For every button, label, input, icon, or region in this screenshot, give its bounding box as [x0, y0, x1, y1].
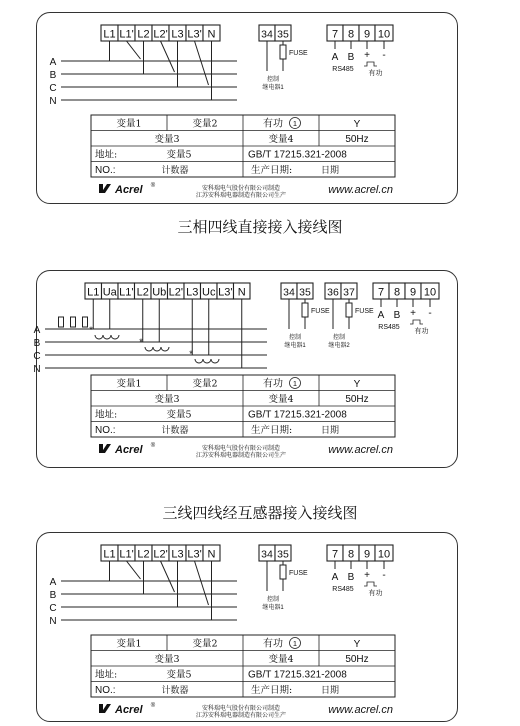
voltage-fuse	[71, 317, 76, 327]
terminal-label: L1'	[119, 286, 134, 299]
pulse-label: 有功	[368, 70, 383, 77]
plate-var2: 变量2	[192, 378, 218, 390]
phase-label: B	[49, 70, 57, 81]
terminal-label: L3	[186, 286, 199, 299]
ct-coil	[161, 347, 169, 351]
signal-terminal-label: 7	[331, 28, 339, 41]
plate-date-value: 日期	[321, 426, 340, 436]
signal-terminal-label: 8	[393, 286, 401, 299]
plate-counter: 计数器	[161, 166, 189, 176]
phase-label: N	[33, 364, 41, 375]
ct-coil	[145, 347, 153, 351]
plate-var5: 变量5	[166, 669, 192, 681]
phase-label: A	[33, 325, 41, 336]
terminal-label: L1'	[119, 548, 134, 561]
fuse-symbol	[280, 45, 286, 59]
plate-var4: 变量4	[268, 394, 294, 405]
terminal-wire	[127, 41, 141, 59]
ct-coil	[95, 335, 103, 339]
terminal-label: N	[207, 28, 216, 41]
website-link: www.acrel.cn	[328, 184, 393, 196]
polarity-mark: *	[89, 325, 93, 335]
terminal-label: Ub	[152, 286, 167, 299]
signal-terminal-label: 9	[363, 548, 371, 561]
pulse-label: 有功	[414, 328, 429, 335]
plate-active-label: 有功	[263, 118, 283, 130]
plate-var3: 变量3	[154, 134, 180, 145]
terminal-label: L1'	[119, 28, 134, 41]
terminal-label: L2'	[153, 548, 168, 561]
terminal-label: L2'	[168, 286, 183, 299]
polarity-mark: *	[139, 337, 143, 347]
plate-standard: GB/T 17215.321-2008	[248, 669, 347, 681]
plate-date-value: 日期	[321, 686, 340, 696]
wiring-panel-direct-repeat	[36, 532, 458, 722]
plate-active-label: 有功	[263, 638, 283, 650]
acrel-logo-icon	[99, 704, 111, 713]
pulse-label: 有功	[368, 590, 383, 597]
fuse-symbol	[346, 303, 352, 317]
acrel-logo-icon	[99, 184, 111, 193]
relay-terminal-label: 35	[299, 286, 311, 299]
plate-wye-symbol: Y	[353, 379, 361, 390]
wiring-diagram-direct	[37, 13, 457, 203]
pulse-sign: -	[382, 50, 386, 61]
rs485-label: RS485	[332, 66, 354, 73]
signal-terminal-label: 10	[377, 28, 391, 41]
relay-terminal-label: 37	[343, 286, 355, 299]
ct-coil	[203, 359, 211, 363]
rs485-pin: B	[347, 572, 355, 583]
rs485-pin: B	[393, 310, 401, 321]
rs485-pin: B	[347, 52, 355, 63]
terminal-label: N	[237, 286, 246, 299]
relay-terminal-label: 34	[283, 286, 295, 299]
plate-var5: 变量5	[166, 409, 192, 421]
relay-label: 控制	[332, 335, 346, 341]
fuse-label: FUSE	[289, 570, 308, 577]
plate-var2: 变量2	[192, 638, 218, 650]
pulse-symbol	[410, 320, 423, 324]
plate-wye-symbol: Y	[353, 119, 361, 130]
company-line1: 安科瑞电气股份有限公司制造	[201, 185, 281, 192]
terminal-label: Uc	[202, 286, 216, 299]
terminal-label: L2	[137, 28, 150, 41]
plate-var4: 变量4	[268, 134, 294, 145]
plate-no-label: NO.:	[95, 425, 116, 436]
registered-mark: ®	[150, 183, 156, 189]
terminal-wire	[127, 561, 141, 579]
website-link: www.acrel.cn	[328, 444, 393, 456]
caption-transformer: 三线四线经互感器接入接线图	[162, 504, 358, 522]
phase-label: B	[33, 338, 41, 349]
plate-date-label: 生产日期:	[251, 425, 293, 436]
ct-coil	[111, 335, 119, 339]
signal-terminal-label: 8	[347, 548, 355, 561]
signal-terminal-label: 8	[347, 28, 355, 41]
brand-name: Acrel	[115, 444, 143, 456]
terminal-label: L2	[136, 286, 149, 299]
phase-label: A	[49, 57, 57, 68]
terminal-label: L1	[103, 28, 116, 41]
company-line1: 安科瑞电气股份有限公司制造	[201, 705, 281, 712]
website-link: www.acrel.cn	[328, 704, 393, 716]
terminal-label: N	[207, 548, 216, 561]
rs485-pin: A	[331, 52, 339, 63]
wiring-panel-transformer	[33, 270, 458, 468]
ct-coil	[211, 359, 219, 363]
signal-terminal-label: 7	[377, 286, 385, 299]
terminal-wire	[195, 561, 209, 605]
phase-label: N	[49, 616, 57, 627]
terminal-wire	[161, 41, 175, 72]
plate-no-label: NO.:	[95, 685, 116, 696]
relay-label: 控制	[266, 77, 280, 83]
registered-mark: ®	[150, 703, 156, 709]
company-line1: 安科瑞电气股份有限公司制造	[201, 445, 281, 452]
brand-name: Acrel	[115, 184, 143, 196]
acrel-logo-icon	[99, 444, 111, 453]
relay-label: 继电器1	[262, 85, 284, 91]
signal-terminal-label: 7	[331, 548, 339, 561]
terminal-label: L1	[103, 548, 116, 561]
plate-address-label: 地址:	[95, 409, 118, 421]
ct-coil	[103, 335, 111, 339]
plate-var1: 变量1	[116, 118, 142, 130]
plate-wye-symbol: Y	[353, 639, 361, 650]
terminal-label: L2	[137, 548, 150, 561]
terminal-label: Ua	[102, 286, 117, 299]
relay-terminal-label: 36	[327, 286, 339, 299]
rs485-label: RS485	[378, 324, 400, 331]
pulse-sign: -	[382, 570, 386, 581]
terminal-label: L3	[171, 548, 184, 561]
terminal-wire	[161, 561, 175, 592]
plate-active-number: 1	[292, 639, 298, 648]
plate-date-value: 日期	[321, 166, 340, 176]
relay-label: 继电器1	[262, 605, 284, 611]
registered-mark: ®	[150, 443, 156, 449]
plate-counter: 计数器	[161, 686, 189, 696]
company-line2: 江苏安科瑞电器制造有限公司生产	[195, 192, 287, 199]
phase-label: C	[33, 351, 41, 362]
plate-var3: 变量3	[154, 654, 180, 665]
plate-date-label: 生产日期:	[251, 165, 293, 176]
voltage-fuse	[59, 317, 64, 327]
relay-label: 控制	[288, 335, 302, 341]
terminal-label: L1	[87, 286, 100, 299]
brand-name: Acrel	[115, 704, 143, 716]
phase-label: N	[49, 96, 57, 107]
wiring-panel-direct	[36, 12, 458, 204]
wiring-diagram-direct-repeat	[37, 533, 457, 721]
pulse-sign: +	[364, 570, 370, 581]
company-line2: 江苏安科瑞电器制造有限公司生产	[195, 452, 287, 459]
phase-label: C	[49, 83, 57, 94]
plate-active-number: 1	[292, 379, 298, 388]
terminal-wire	[195, 41, 209, 85]
relay-terminal-label: 35	[277, 28, 289, 41]
plate-var1: 变量1	[116, 378, 142, 390]
plate-counter: 计数器	[161, 426, 189, 436]
plate-frequency: 50Hz	[345, 394, 369, 405]
plate-no-label: NO.:	[95, 165, 116, 176]
fuse-label: FUSE	[289, 50, 308, 57]
terminal-label: L3	[171, 28, 184, 41]
terminal-label: L3'	[187, 28, 202, 41]
phase-label: B	[49, 590, 57, 601]
phase-label: A	[49, 577, 57, 588]
plate-frequency: 50Hz	[345, 134, 369, 145]
plate-active-label: 有功	[263, 378, 283, 390]
plate-var2: 变量2	[192, 118, 218, 130]
signal-terminal-label: 10	[423, 286, 437, 299]
plate-standard: GB/T 17215.321-2008	[248, 149, 347, 161]
company-line2: 江苏安科瑞电器制造有限公司生产	[195, 712, 287, 719]
signal-terminal-label: 9	[363, 28, 371, 41]
polarity-mark: *	[189, 349, 193, 359]
terminal-label: L2'	[153, 28, 168, 41]
relay-terminal-label: 34	[261, 548, 273, 561]
pulse-sign: -	[428, 308, 432, 319]
relay-label: 继电器2	[328, 343, 350, 349]
plate-frequency: 50Hz	[345, 654, 369, 665]
relay-terminal-label: 34	[261, 28, 273, 41]
rs485-pin: A	[331, 572, 339, 583]
plate-standard: GB/T 17215.321-2008	[248, 409, 347, 421]
relay-label: 继电器1	[284, 343, 306, 349]
pulse-sign: +	[410, 308, 416, 319]
pulse-symbol	[364, 582, 377, 586]
signal-terminal-label: 9	[409, 286, 417, 299]
pulse-symbol	[364, 62, 377, 66]
terminal-label: L3'	[187, 548, 202, 561]
rs485-pin: A	[377, 310, 385, 321]
fuse-label: FUSE	[311, 308, 330, 315]
plate-active-number: 1	[292, 119, 298, 128]
plate-address-label: 地址:	[95, 669, 118, 681]
fuse-symbol	[280, 565, 286, 579]
terminal-label: L3'	[218, 286, 233, 299]
plate-var4: 变量4	[268, 654, 294, 665]
plate-date-label: 生产日期:	[251, 685, 293, 696]
relay-label: 控制	[266, 597, 280, 603]
caption-direct: 三相四线直接接入接线图	[177, 218, 343, 236]
fuse-symbol	[302, 303, 308, 317]
plate-var1: 变量1	[116, 638, 142, 650]
rs485-label: RS485	[332, 586, 354, 593]
fuse-label: FUSE	[355, 308, 374, 315]
signal-terminal-label: 10	[377, 548, 391, 561]
ct-coil	[153, 347, 161, 351]
relay-terminal-label: 35	[277, 548, 289, 561]
voltage-fuse	[83, 317, 88, 327]
wiring-diagram-transformer	[33, 271, 457, 467]
plate-var5: 变量5	[166, 149, 192, 161]
ct-coil	[195, 359, 203, 363]
plate-address-label: 地址:	[95, 149, 118, 161]
phase-label: C	[49, 603, 57, 614]
plate-var3: 变量3	[154, 394, 180, 405]
pulse-sign: +	[364, 50, 370, 61]
